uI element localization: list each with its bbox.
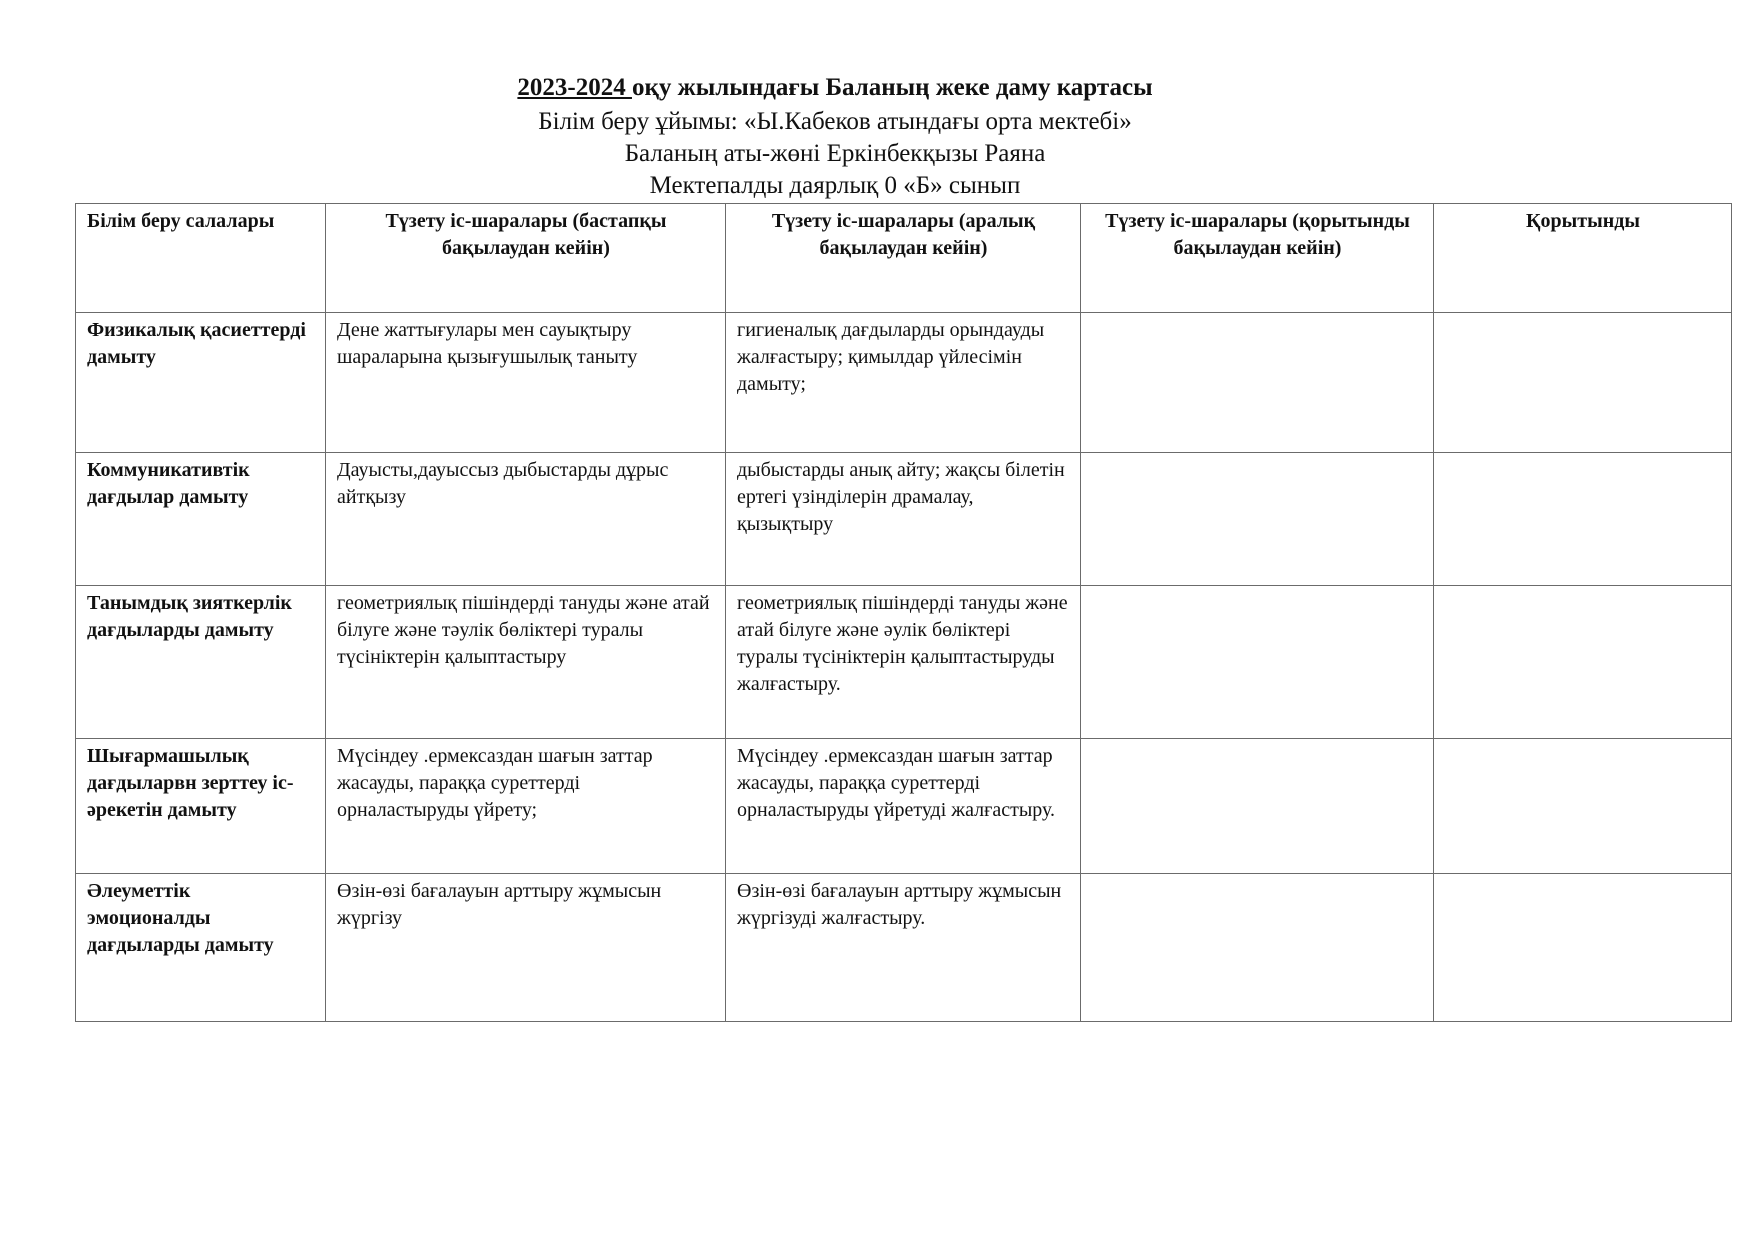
organization-line: Білім беру ұйымы: «Ы.Кабеков атындағы орта мектебі» [538, 108, 1132, 135]
group-line: Мектепалды даярлық 0 «Б» сынып [649, 172, 1021, 199]
column-header-area: Білім беру салалары [76, 204, 326, 313]
development-map-table [75, 203, 1732, 1022]
area-cell: Танымдық зияткерлік дағдыларды дамыту [76, 586, 326, 739]
conclusion-cell [1434, 586, 1732, 739]
conclusion-cell [1434, 453, 1732, 586]
intermediate-cell: дыбыстарды анық айту; жақсы білетін ертегі үзінділерін драмалау, қызықтыру [726, 453, 1081, 586]
title-text: оқу жылындағы Баланың жеке даму картасы [631, 74, 1153, 101]
final-cell [1081, 453, 1434, 586]
column-header-conclusion: Қорытынды [1434, 204, 1732, 313]
intermediate-cell: геометриялық пішіндерді тануды және атай білуге және әулік бөліктері туралы түсініктерін қалыптастыруды жалғастыру. [726, 586, 1081, 739]
document-header [0, 70, 1670, 202]
intermediate-cell: Өзін-өзі бағалауын арттыру жұмысын жүргізуді жалғастыру. [726, 874, 1081, 1022]
column-header-intermediate: Түзету іс-шаралары (аралық бақылаудан кейін) [726, 204, 1081, 313]
title-year: 2023-2024 [517, 74, 632, 101]
final-cell [1081, 739, 1434, 874]
conclusion-cell [1434, 313, 1732, 453]
conclusion-cell [1434, 874, 1732, 1022]
table-row [76, 739, 1732, 874]
area-cell: Физикалық қасиеттерді дамыту [76, 313, 326, 453]
table-row [76, 586, 1732, 739]
table-row [76, 874, 1732, 1022]
area-cell: Әлеуметтік эмоционалды дағдыларды дамыту [76, 874, 326, 1022]
column-header-final: Түзету іс-шаралары (қорытынды бақылаудан кейін) [1081, 204, 1434, 313]
initial-cell: Дауысты,дауыссыз дыбыстарды дұрыс айтқызу [326, 453, 726, 586]
final-cell [1081, 313, 1434, 453]
table-header-row [76, 204, 1732, 313]
table-row [76, 453, 1732, 586]
initial-cell: геометриялық пішіндерді тануды және атай білуге және тәулік бөліктері туралы түсініктерін қалыптастыру [326, 586, 726, 739]
initial-cell: Мүсіндеу .ермексаздан шағын заттар жасауды, параққа суреттерді орналастыруды үйрету; [326, 739, 726, 874]
final-cell [1081, 586, 1434, 739]
area-cell: Коммуникативтік дағдылар дамыту [76, 453, 326, 586]
intermediate-cell: Мүсіндеу .ермексаздан шағын заттар жасауды, параққа суреттерді орналастыруды үйретуді жалғастыру. [726, 739, 1081, 874]
initial-cell: Өзін-өзі бағалауын арттыру жұмысын жүргізу [326, 874, 726, 1022]
area-cell: Шығармашылық дағдыларвн зерттеу іс-әрекетін дамыту [76, 739, 326, 874]
page-title [0, 70, 1670, 106]
initial-cell: Дене жаттығулары мен сауықтыру шараларына қызығушылық таныту [326, 313, 726, 453]
table-row [76, 313, 1732, 453]
intermediate-cell: гигиеналық дағдыларды орындауды жалғастыру; қимылдар үйлесімін дамыту; [726, 313, 1081, 453]
conclusion-cell [1434, 739, 1732, 874]
child-name-line: Баланың аты-жөні Еркінбекқызы Раяна [624, 140, 1046, 167]
final-cell [1081, 874, 1434, 1022]
column-header-initial: Түзету іс-шаралары (бастапқы бақылаудан кейін) [326, 204, 726, 313]
